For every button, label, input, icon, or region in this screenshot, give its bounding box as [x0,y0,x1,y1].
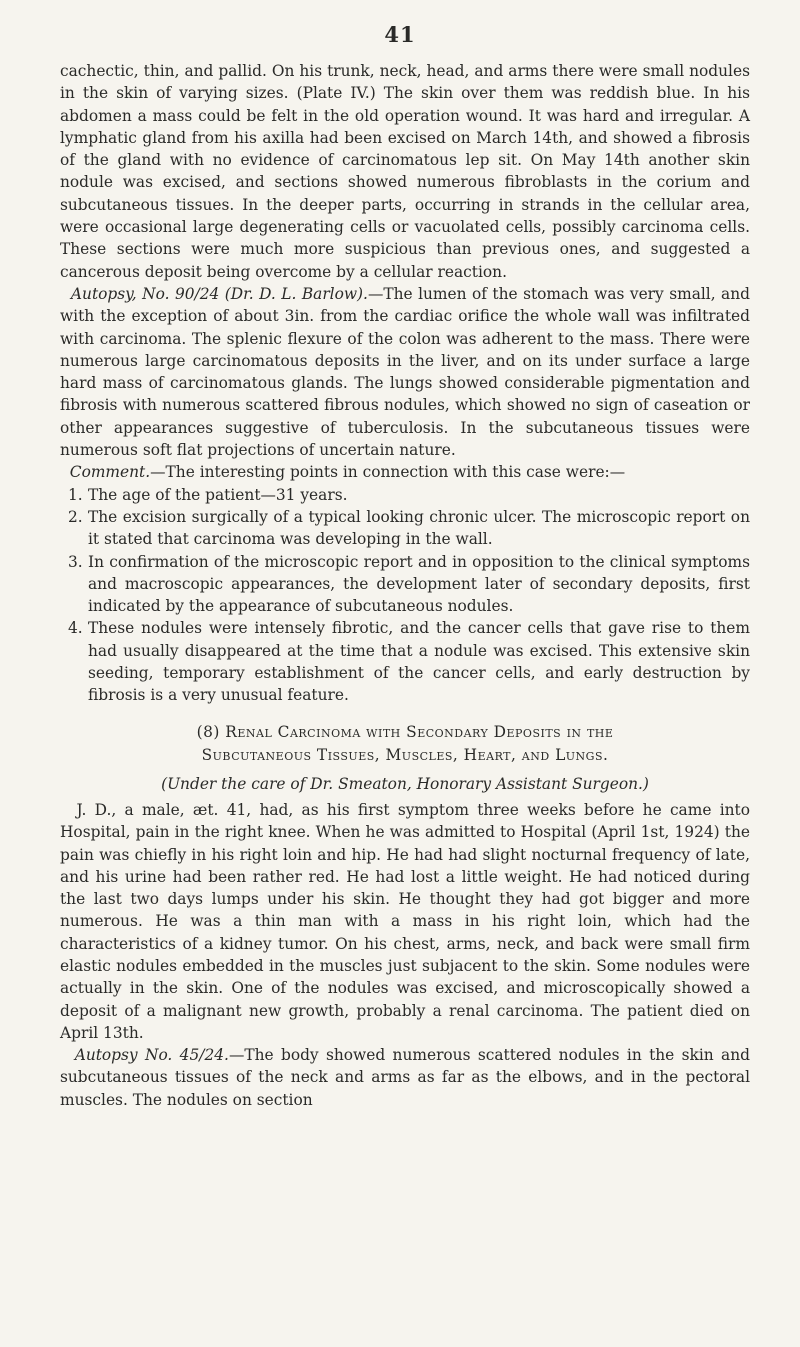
page-number: 41 [384,22,416,47]
list-item-number: 3. [68,552,83,571]
autopsy-2-text: —The body showed numerous scattered nodules in the skin and subcutaneous tissues of the neck and arms as far as the elbows, and in the pectoral muscles. The nodules on section [60,1046,750,1109]
paragraph-case-2 [60,799,750,1044]
autopsy-2-label: Autopsy No. 45/24. [74,1046,229,1065]
list-item-text: The age of the patient—31 years. [88,485,348,504]
section-title-line-2: Subcutaneous Tissues, Muscles, Heart, and Lungs. [201,745,609,764]
list-item-number: 1. [68,485,83,504]
list-item-number: 4. [68,619,83,638]
section-heading [60,721,750,767]
list-item-text: These nodules were intensely fibrotic, and the cancer cells that gave rise to them had usually disappeared at the time that a nodule was excised. This extensive skin seeding, temporary establishment of the cancer cells, and early destruction by fibrosis is a very unusual feature. [88,619,750,705]
section-heading-line-1 [60,721,750,744]
autopsy-1-text: —The lumen of the stomach was very small, and with the exception of about 3in. from the cardiac orifice the whole wall was infiltrated with carcinoma. The splenic flexure of the colon was adherent to the mass. There were numerous large carcinomatous deposits in the liver, and on its under surface a large hard mass of carcinomatous glands. The lungs showed considerable pigmentation and fibrosis with numerous scattered fibrous nodules, which showed no sign of caseation or other appearances suggestive of tuberculosis. In the subcutaneous tissues were numerous soft flat projections of uncertain nature. [60,284,750,460]
list-item [60,551,750,618]
comment-text: —The interesting points in connection with this case were:— [150,463,626,482]
list-item-text: The excision surgically of a typical looking chronic ulcer. The microscopic report on it stated that carcinoma was developing in the wall. [88,507,750,549]
comment-points-list [60,484,750,707]
paragraph-comment [60,461,750,483]
list-item [60,484,750,506]
comment-label: Comment. [69,463,151,482]
case-2-text: J. D., a male, æt. 41, had, as his first symptom three weeks before he came into Hospital, pain in the right knee. When he was admitted to Hospital (April 1st, 1924) the pain was chiefly in his right loin and hip. He had had slight nocturnal frequency of late, and his urine had been rather red. He had lost a little weight. He had noticed during the last two days lumps under his skin. He thought they had got bigger and more numerous. He was a thin man with a mass in his right loin, which had the characteristics of a kidney tumor. On his chest, arms, neck, and back were small firm elastic nodules embedded in the muscles just subjacent to the skin. Some nodules were actually in the skin. One of the nodules was excised, and microscopically showed a deposit of a malignant new growth, probably a renal carcinoma. The patient died on April 13th. [60,800,750,1042]
paragraph-autopsy-2 [60,1044,750,1111]
autopsy-1-label: Autopsy, No. 90/24 (Dr. D. L. Barlow). [70,284,368,303]
section-number: (8) [196,722,220,741]
list-item [60,506,750,551]
paragraph-autopsy-1 [60,283,750,461]
care-attribution: (Under the care of Dr. Smeaton, Honorary Assistant Surgeon.) [161,774,649,793]
list-item [60,617,750,706]
list-item-number: 2. [68,507,83,526]
list-item-text: In confirmation of the microscopic report and in opposition to the clinical symptoms and macroscopic appearances, the development later of secondary deposits, first indicated by the appearance of subcutaneous nodules. [88,552,750,616]
body-text [60,60,750,1111]
section-title-line-1: Renal Carcinoma with Secondary Deposits in the [225,722,614,741]
paragraph-case-continuation: cachectic, thin, and pallid. On his trunk, neck, head, and arms there were small nodules in the skin of varying sizes. (Plate IV.) The skin over them was reddish blue. In his abdomen a mass could be felt in the old operation wound. It was hard and irregular. A lymphatic gland from his axilla had been excised on March 14th, and showed a fibrosis of the gland with no evidence of carcinomatous lep sit. On May 14th another skin nodule was excised, and sections showed numerous fibroblasts in the corium and subcutaneous tissues. In the deeper parts, occurring in strands in the cellular area, were occasional large degenerating cells or vacuolated cells, possibly carcinoma cells. These sections were much more suspicious than previous ones, and suggested a cancerous deposit being overcome by a cellular reaction. [60,62,750,281]
